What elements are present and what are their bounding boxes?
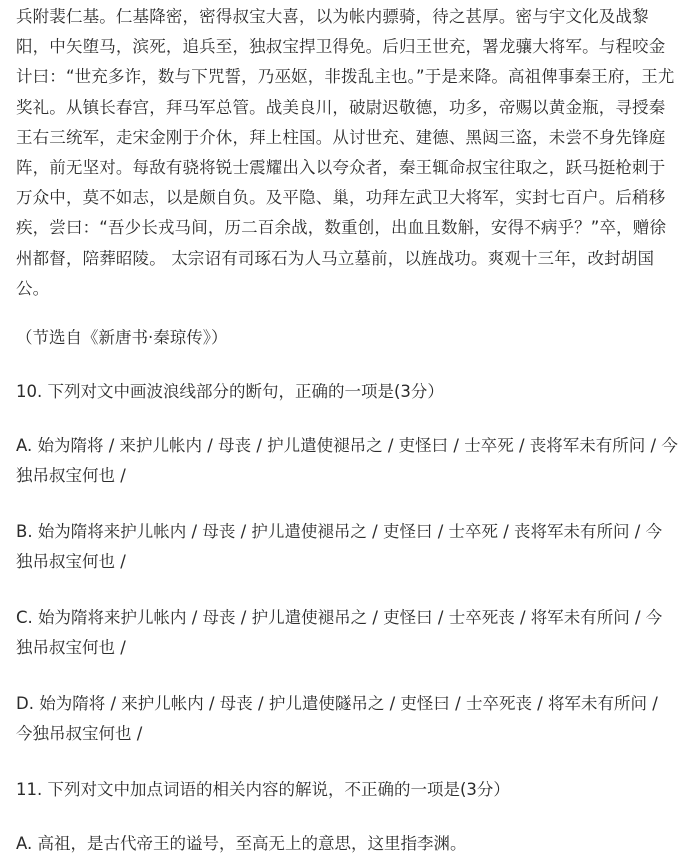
question-11-stem: 11. 下列对文中加点词语的相关内容的解说，不正确的一项是(3分） [16,780,510,800]
passage-text: 兵附裴仁基。仁基降密，密得叔宝大喜，以为帐内骠骑，待之甚厚。密与宇文化及战黎阳，中矢堕马，滨死，追兵至，独叔宝捍卫得免。后归王世充，署龙骧大将军。与程咬金计曰：“世充多诈，数与下咒誓，乃巫妪，非拨乱主也。”于是来降。高祖俾事秦王府，王尤奖礼。从镇长春宫，拜马军总管。战美良川，破尉迟敬德，功多，帝赐以黄金瓶，寻授秦王右三统军，走宋金刚于介休，拜上柱国。从讨世充、建德、黑闼三盗，未尝不身先锋庭阵，前无坚对。每敌有骁将锐士震耀出入以夸众者，秦王辄命叔宝往取之，跃马挺枪刺于万众中，莫不如志，以是颇自负。及平隐、巢，功拜左武卫大将军，实封七百户。后稍移疾，尝曰：“吾少长戎马间，历二百余战，数重创，出血且数斛，安得不病乎？”卒，赠徐州都督，陪葬昭陵。 太宗诏有司琢石为人马立墓前，以旌战功。爽观十三年，改封胡国公。 [16,7,675,298]
q10-option-d: D. 始为隋将 / 来护儿帐内 / 母丧 / 护儿遣使隧吊之 / 吏怪曰 / 士卒死丧 / 将军未有所问 / 今独吊叔宝何也 / [16,694,658,744]
q10-option-b: B. 始为隋将来护儿帐内 / 母丧 / 护儿遣使褪吊之 / 吏怪曰 / 士卒死 / 丧将军未有所问 / 今独吊叔宝何也 / [16,522,663,572]
q10-option-a: A. 始为隋将 / 来护儿帐内 / 母丧 / 护儿遣使褪吊之 / 吏怪曰 / 士卒死 / 丧将军未有所问 / 今独吊叔宝何也 / [16,436,678,486]
q11-option-a: A. 高祖，是古代帝王的谥号，至高无上的意思，这里指李渊。 [16,834,467,854]
question-10-stem: 10. 下列对文中画波浪线部分的断句，正确的一项是(3分） [16,382,444,402]
q10-option-c: C. 始为隋将来护儿帐内 / 母丧 / 护儿遣使褪吊之 / 吏怪曰 / 士卒死丧 / 将军未有所问 / 今独吊叔宝何也 / [16,608,663,658]
source-note: （节选自《新唐书·秦琼传》） [16,328,228,348]
